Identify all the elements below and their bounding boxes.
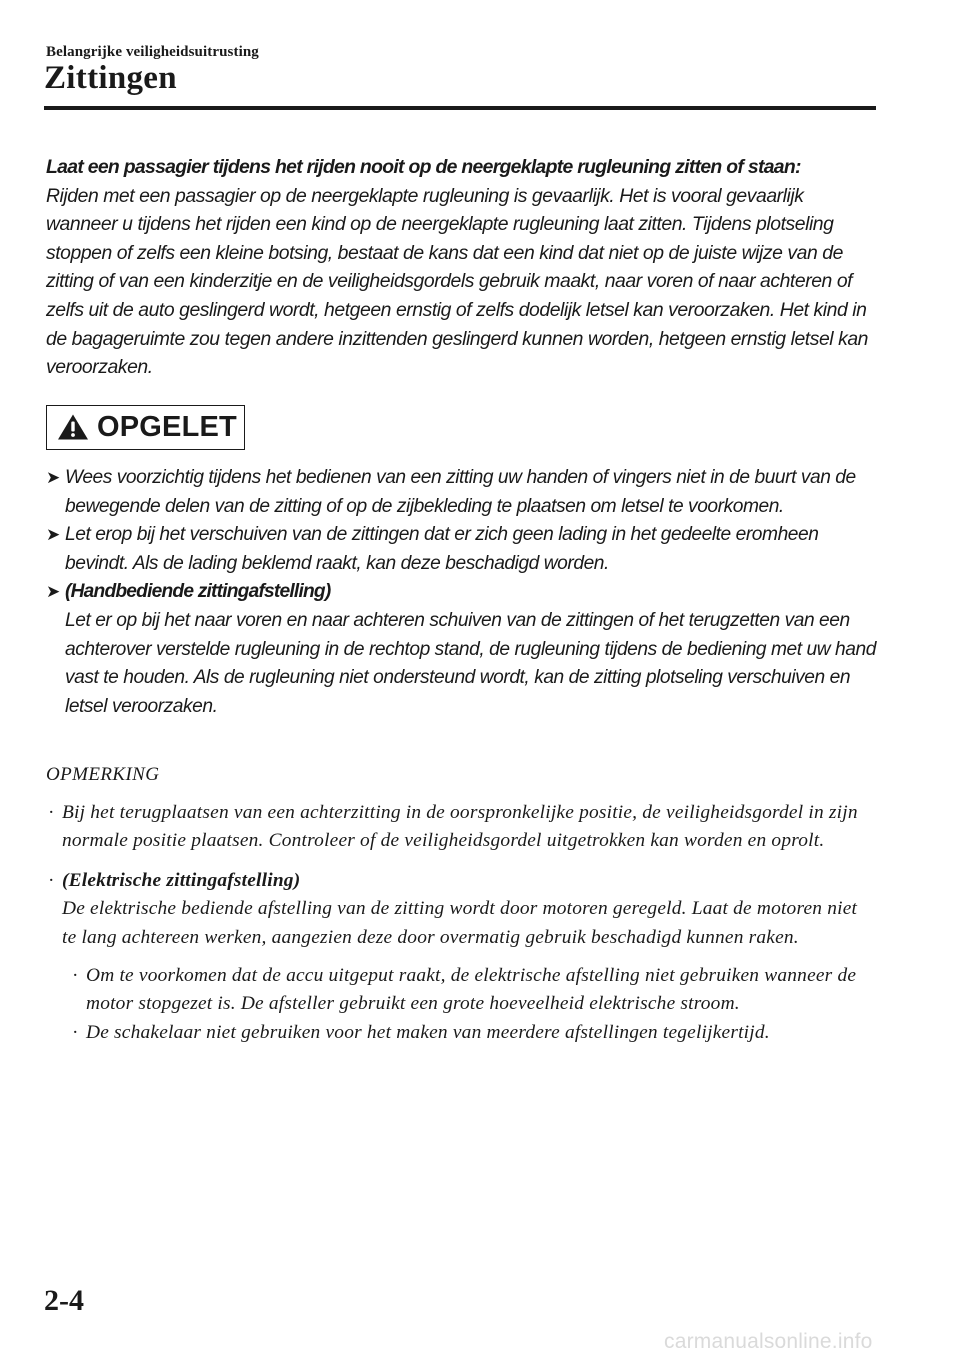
page-title: Zittingen [44, 60, 177, 96]
note-sub-item [62, 962, 876, 1019]
page-number: 2-4 [44, 1284, 84, 1317]
bullet-dot-icon: · [48, 802, 55, 823]
arrow-bullet-icon: ➤ [46, 525, 60, 545]
note-item-text: De elektrische bediende afstelling van de zitting wordt door motoren geregeld. Laat de motoren niet te lang achtereen werken, aangezien deze door overmatig gebruik beschadigd kunnen raken. [62, 898, 858, 948]
warning-block [46, 153, 876, 382]
caution-item-heading: (Handbediende zittingafstelling) [65, 581, 331, 603]
bullet-dot-icon: · [48, 869, 55, 891]
section-kicker: Belangrijke veiligheidsuitrusting [46, 44, 259, 60]
arrow-bullet-icon: ➤ [46, 468, 60, 487]
bullet-dot-icon: · [72, 965, 79, 987]
caution-item [46, 521, 886, 578]
note-item [46, 867, 876, 1047]
warning-body: Rijden met een passagier op de neergeklapte rugleuning is gevaarlijk. Het is vooral gevaarlijk wanneer u tijdens het rijden een kind op de neergeklapte rugleuning laat zitten. Tijdens plotseling stoppen of zelfs een kleine botsing, bestaat de kans dat een kind dat niet op de juiste wijze van de zitting of van een kinderzitje en de veiligheidsgordels gebruik maakt, naar voren of naar achteren of zelfs uit de auto geslingerd wordt, hetgeen ernstig of zelfs dodelijk letsel kan veroorzaken. Het kind in de bagageruimte zou tegen andere inzittenden geslingerd kunnen worden, hetgeen ernstig letsel kan veroorzaken. [46, 184, 868, 379]
note-heading: OPMERKING [46, 764, 160, 785]
caution-label: OPGELET [97, 411, 237, 443]
warning-triangle-icon [57, 413, 89, 441]
note-sub-list [62, 962, 876, 1047]
warning-heading: Laat een passagier tijdens het rijden nooit op de neergeklapte rugleuning zitten of staan: [46, 156, 801, 178]
watermark: carmanualsonline.info [664, 1330, 873, 1353]
caution-item-text: Wees voorzichtig tijdens het bedienen van een zitting uw handen of vingers niet in de buurt van de bewegende delen van de zitting of op de zijbekleding te plaatsen om letsel te voorkomen. [65, 467, 856, 517]
title-rule [44, 106, 876, 110]
note-item-heading: (Elektrische zittingafstelling) [62, 869, 301, 891]
note-sub-item-text: De schakelaar niet gebruiken voor het maken van meerdere afstellingen tegelijkertijd. [86, 1021, 770, 1043]
arrow-bullet-icon: ➤ [46, 582, 60, 602]
caution-item [46, 578, 886, 721]
bullet-dot-icon: · [72, 1021, 79, 1043]
caution-item-text: Let er op bij het naar voren en naar achteren schuiven van de zittingen of het terugzetten van een achterover verstelde rugleuning in de rechtop stand, de rugleuning tijdens de bediening met uw hand vast te houden. Als de rugleuning niet ondersteund wordt, kan de zitting plotseling verschuiven en letsel veroorzaken. [65, 609, 876, 717]
note-sub-item-text: Om te voorkomen dat de accu uitgeput raakt, de elektrische afstelling niet gebruiken wanneer de motor stopgezet is. De afsteller gebruikt een grote hoeveelheid elektrische stroom. [86, 965, 857, 1015]
note-item-text: Bij het terugplaatsen van een achterzitting in de oorspronkelijke positie, de veiligheidsgordel in zijn normale positie plaatsen. Controleer of de veiligheidsgordel uitgetrokken kan worden en oprolt. [62, 802, 858, 852]
note-list [46, 799, 876, 1058]
note-item [46, 799, 876, 856]
caution-list [46, 464, 886, 721]
caution-box [46, 405, 245, 450]
caution-item [46, 464, 886, 521]
note-sub-item [62, 1019, 876, 1047]
caution-item-text: Let erop bij het verschuiven van de zittingen dat er zich geen lading in het gedeelte eromheen bevindt. Als de lading beklemd raakt, kan deze beschadigd worden. [65, 524, 819, 574]
